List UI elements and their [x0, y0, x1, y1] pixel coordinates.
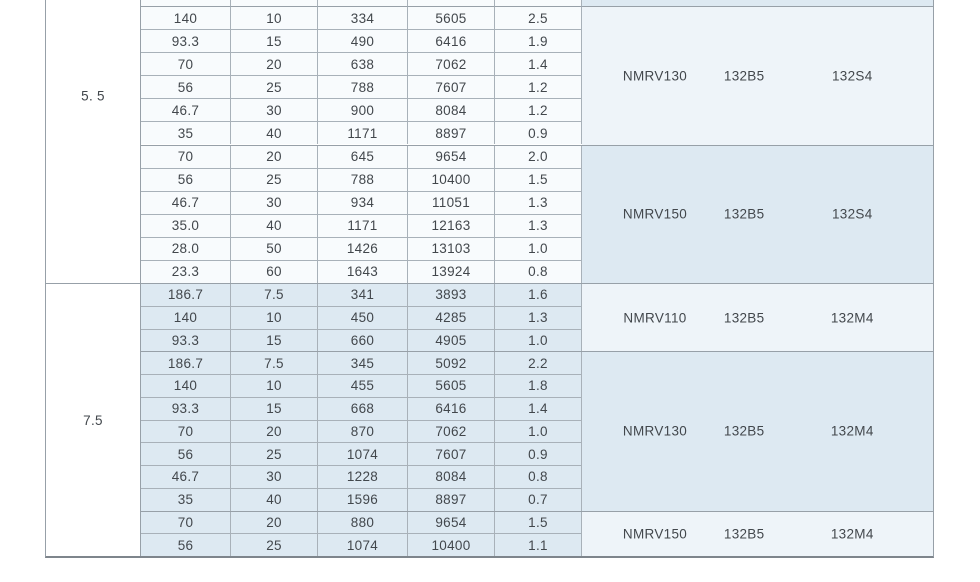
data-cell: 345	[318, 352, 408, 374]
data-cell: 1171	[318, 122, 408, 144]
data-cell: 15	[231, 30, 318, 52]
table-row	[141, 29, 582, 52]
table-row	[141, 146, 582, 168]
data-cell: 30	[231, 99, 318, 121]
data-cell: 0.8	[495, 261, 582, 283]
table-row	[141, 237, 582, 260]
data-cell: 4285	[408, 307, 495, 329]
data-cell: 6416	[408, 30, 495, 52]
data-cell: 56	[141, 169, 231, 191]
partial-data-cell	[231, 0, 318, 7]
data-cell: 56	[141, 76, 231, 98]
rows-area	[141, 512, 582, 557]
data-cell: 8084	[408, 99, 495, 121]
table-partial-top-row	[46, 0, 933, 7]
table-row	[141, 397, 582, 420]
data-cell: 70	[141, 512, 231, 534]
data-cell: 25	[231, 169, 318, 191]
data-cell: 1.0	[495, 238, 582, 260]
data-cell: 9654	[408, 146, 495, 168]
partial-data-cell	[141, 0, 231, 7]
spec-table	[45, 0, 934, 558]
data-cell: 8084	[408, 466, 495, 488]
data-cell: 1.4	[495, 398, 582, 420]
data-cell: 15	[231, 398, 318, 420]
data-cell: 490	[318, 30, 408, 52]
model-panel	[582, 7, 933, 145]
model-label: NMRV130	[622, 68, 688, 84]
data-cell: 660	[318, 330, 408, 352]
data-cell: 7062	[408, 421, 495, 443]
model-block	[141, 351, 933, 510]
data-cell: 1.4	[495, 53, 582, 75]
data-cell: 1.3	[495, 307, 582, 329]
data-cell: 8897	[408, 122, 495, 144]
data-cell: 20	[231, 146, 318, 168]
data-cell: 668	[318, 398, 408, 420]
data-cell: 3893	[408, 284, 495, 306]
data-cell: 35.0	[141, 215, 231, 237]
data-cell: 1426	[318, 238, 408, 260]
data-cell: 186.7	[141, 284, 231, 306]
partial-data-cell	[408, 0, 495, 7]
partial-power-cell	[46, 0, 141, 7]
table-row	[141, 306, 582, 329]
data-cell: 7607	[408, 443, 495, 465]
data-cell: 28.0	[141, 238, 231, 260]
data-cell: 934	[318, 192, 408, 214]
data-cell: 93.3	[141, 30, 231, 52]
data-cell: 645	[318, 146, 408, 168]
data-cell: 1.5	[495, 169, 582, 191]
data-cell: 450	[318, 307, 408, 329]
data-cell: 1.0	[495, 421, 582, 443]
data-cell: 140	[141, 7, 231, 29]
motor-label: 132S4	[831, 206, 873, 222]
table-row	[141, 374, 582, 397]
data-cell: 46.7	[141, 466, 231, 488]
flange-label: 132B5	[723, 423, 765, 439]
data-cell: 1596	[318, 489, 408, 511]
data-cell: 93.3	[141, 330, 231, 352]
data-cell: 334	[318, 7, 408, 29]
flange-label: 132B5	[723, 526, 765, 542]
table-row	[141, 214, 582, 237]
data-cell: 5605	[408, 375, 495, 397]
data-cell: 5605	[408, 7, 495, 29]
table-row	[141, 75, 582, 98]
data-cell: 4905	[408, 330, 495, 352]
data-cell: 788	[318, 76, 408, 98]
model-label: NMRV130	[622, 423, 688, 439]
data-cell: 880	[318, 512, 408, 534]
data-cell: 341	[318, 284, 408, 306]
data-cell: 1643	[318, 261, 408, 283]
model-panel	[582, 512, 933, 557]
data-cell: 35	[141, 122, 231, 144]
data-cell: 1.1	[495, 534, 582, 556]
data-cell: 0.7	[495, 489, 582, 511]
data-cell: 20	[231, 53, 318, 75]
power-section	[46, 283, 933, 556]
data-cell: 8897	[408, 489, 495, 511]
data-cell: 30	[231, 192, 318, 214]
data-cell: 40	[231, 215, 318, 237]
data-cell: 1.0	[495, 330, 582, 352]
data-cell: 1.9	[495, 30, 582, 52]
data-cell: 10400	[408, 169, 495, 191]
data-cell: 23.3	[141, 261, 231, 283]
table-row	[141, 512, 582, 534]
data-cell: 46.7	[141, 99, 231, 121]
table-row	[141, 533, 582, 556]
data-cell: 25	[231, 76, 318, 98]
model-block	[141, 145, 933, 284]
table-row	[141, 121, 582, 144]
partial-model-panel	[582, 0, 933, 7]
data-cell: 25	[231, 443, 318, 465]
rows-area	[141, 146, 582, 284]
data-cell: 140	[141, 307, 231, 329]
rows-area	[141, 7, 582, 145]
partial-data-cell	[318, 0, 408, 7]
table-row	[141, 7, 582, 29]
data-cell: 1.2	[495, 99, 582, 121]
data-cell: 70	[141, 53, 231, 75]
table-row	[141, 260, 582, 283]
table-row	[141, 52, 582, 75]
data-cell: 1.5	[495, 512, 582, 534]
model-block	[141, 284, 933, 351]
data-cell: 455	[318, 375, 408, 397]
table-row	[141, 191, 582, 214]
data-cell: 1.6	[495, 284, 582, 306]
rows-area	[141, 352, 582, 510]
data-cell: 20	[231, 512, 318, 534]
data-cell: 0.8	[495, 466, 582, 488]
data-cell: 10	[231, 375, 318, 397]
data-cell: 10	[231, 307, 318, 329]
data-cell: 7062	[408, 53, 495, 75]
data-cell: 1.8	[495, 375, 582, 397]
data-cell: 9654	[408, 512, 495, 534]
data-cell: 56	[141, 443, 231, 465]
table-row	[141, 442, 582, 465]
motor-label: 132M4	[830, 526, 874, 542]
flange-label: 132B5	[723, 310, 765, 326]
data-cell: 1.3	[495, 215, 582, 237]
model-block	[141, 511, 933, 557]
table-row	[141, 488, 582, 511]
data-cell: 70	[141, 421, 231, 443]
data-cell: 1.2	[495, 76, 582, 98]
data-cell: 2.0	[495, 146, 582, 168]
data-cell: 20	[231, 421, 318, 443]
data-cell: 70	[141, 146, 231, 168]
flange-label: 132B5	[723, 68, 765, 84]
partial-data-cell	[495, 0, 582, 7]
motor-label: 132S4	[831, 68, 873, 84]
data-cell: 50	[231, 238, 318, 260]
data-cell: 1074	[318, 443, 408, 465]
data-cell: 870	[318, 421, 408, 443]
motor-label: 132M4	[830, 310, 874, 326]
data-cell: 1171	[318, 215, 408, 237]
data-cell: 2.2	[495, 352, 582, 374]
data-cell: 7.5	[231, 284, 318, 306]
data-cell: 93.3	[141, 398, 231, 420]
data-cell: 0.9	[495, 122, 582, 144]
data-cell: 1.3	[495, 192, 582, 214]
data-cell: 6416	[408, 398, 495, 420]
data-cell: 46.7	[141, 192, 231, 214]
blocks-wrap	[141, 284, 933, 556]
data-cell: 35	[141, 489, 231, 511]
motor-label: 132M4	[830, 423, 874, 439]
table-row	[141, 420, 582, 443]
model-label: NMRV150	[622, 526, 688, 542]
model-panel	[582, 352, 933, 510]
data-cell: 13103	[408, 238, 495, 260]
blocks-wrap	[141, 7, 933, 283]
data-cell: 1228	[318, 466, 408, 488]
data-cell: 30	[231, 466, 318, 488]
data-cell: 1074	[318, 534, 408, 556]
data-cell: 10	[231, 7, 318, 29]
data-cell: 13924	[408, 261, 495, 283]
data-cell: 140	[141, 375, 231, 397]
power-section	[46, 7, 933, 283]
model-label: NMRV150	[622, 206, 688, 222]
data-cell: 788	[318, 169, 408, 191]
model-block	[141, 7, 933, 145]
data-cell: 60	[231, 261, 318, 283]
data-cell: 25	[231, 534, 318, 556]
data-cell: 10400	[408, 534, 495, 556]
data-cell: 40	[231, 122, 318, 144]
data-cell: 7.5	[231, 352, 318, 374]
data-cell: 15	[231, 330, 318, 352]
data-cell: 7607	[408, 76, 495, 98]
data-cell: 56	[141, 534, 231, 556]
data-cell: 5092	[408, 352, 495, 374]
rows-area	[141, 284, 582, 351]
data-cell: 900	[318, 99, 408, 121]
table-row	[141, 329, 582, 352]
table-row	[141, 465, 582, 488]
power-cell	[46, 284, 141, 556]
table-row	[141, 98, 582, 121]
data-cell: 186.7	[141, 352, 231, 374]
power-cell	[46, 7, 141, 283]
table-row	[141, 352, 582, 374]
table-row	[141, 284, 582, 306]
data-cell: 638	[318, 53, 408, 75]
power-label: 5. 5	[81, 88, 105, 104]
model-panel	[582, 146, 933, 284]
power-label: 7.5	[83, 412, 103, 428]
data-cell: 40	[231, 489, 318, 511]
table-row	[141, 168, 582, 191]
data-cell: 0.9	[495, 443, 582, 465]
model-label: NMRV110	[623, 310, 687, 326]
data-cell: 12163	[408, 215, 495, 237]
model-panel	[582, 284, 933, 351]
data-cell: 11051	[408, 192, 495, 214]
flange-label: 132B5	[723, 206, 765, 222]
data-cell: 2.5	[495, 7, 582, 29]
